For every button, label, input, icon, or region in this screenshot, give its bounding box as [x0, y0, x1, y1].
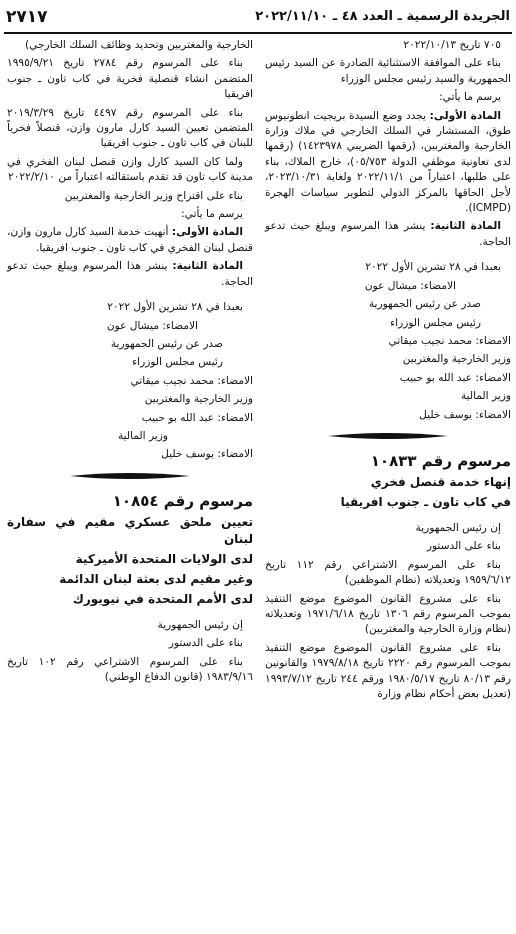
right-column — [265, 38, 511, 705]
finance-minister-title: وزير المالية — [117, 429, 168, 442]
preamble-paragraph: بناء على الدستور — [168, 637, 243, 650]
issued-by: صدر عن رئيس الجمهورية — [368, 298, 481, 311]
signature-president: الامضاء: ميشال عون — [364, 279, 456, 292]
foreign-minister-title: وزير الخارجية والمغتربين — [144, 393, 253, 406]
article-label: المادة الأولى: — [429, 109, 501, 122]
signature-foreign-minister: الامضاء: عبد الله بو حبيب — [141, 411, 253, 424]
preamble-paragraph: بناء على الدستور — [426, 540, 501, 553]
decree-title: تعيين ملحق عسكري مقيم في سفارة لبنان — [7, 514, 253, 546]
preamble-paragraph: بناء على المرسوم الاشتراعي رقم ١١٢ تاريخ ١٩٥٩/٦/١٢ وتعديلاته (نظام الموظفين) — [265, 558, 511, 587]
decree-title: في كاب تاون ـ جنوب افريقيا — [340, 494, 511, 509]
preamble-paragraph: بناء على مشروع القانون الموضوع موضع التنفيذ بموجب المرسوم رقم ١٣٠٦ تاريخ ١٩٧١/٦/١٨ وتعديلاته (نظام وزارة الخارجية والمغتربين) — [265, 592, 511, 636]
preamble-paragraph: بناء على المرسوم رقم ٢٧٨٤ تاريخ ١٩٩٥/٩/٢١ المتضمن انشاء قنصلية فخرية في كاب تاون ـ جنوب افريقيا — [7, 57, 253, 101]
decree-clause: يرسم ما يأتي: — [181, 208, 243, 221]
article-2 — [265, 219, 511, 250]
article-1 — [7, 225, 253, 256]
article-text: ينشر هذا المرسوم ويبلغ حيث تدعو الحاجة. — [265, 220, 511, 248]
page-header — [4, 4, 512, 34]
page-number: ٢٧١٧ — [6, 7, 48, 27]
signature-finance-minister: الامضاء: يوسف خليل — [419, 408, 511, 421]
foreign-minister-title: وزير الخارجية والمغتربين — [402, 353, 511, 366]
pm-title: رئيس مجلس الوزراء — [390, 316, 481, 329]
decree-clause: يرسم ما يأتي: — [439, 91, 501, 104]
article-label: المادة الثانية: — [172, 260, 243, 273]
preamble-paragraph: بناء على المرسوم الاشتراعي رقم ١٠٢ تاريخ ١٩٨٣/٩/١٦ (قانون الدفاع الوطني) — [7, 655, 253, 683]
preamble-paragraph: بناء على مشروع القانون الموضوع موضع التنفيذ بموجب المرسوم رقم ٢٢٢٠ تاريخ ١٩٧٩/٨/١٨ والقانونين رقم ٨٠/١٣ تاريخ ١٩٨٠/٥/١٧ ورقم ٢٤٤ تاريخ ١٩٩٣/٧/١٢ (تعديل بعض أحكام نظام وزارة — [265, 641, 511, 700]
preamble-paragraph: الخارجية والمغتربين وتحديد وظائف السلك الخارجي) — [25, 39, 253, 51]
section-divider — [7, 471, 253, 481]
pm-title: رئيس مجلس الوزراء — [132, 356, 223, 369]
article-text: ينشر هذا المرسوم ويبلغ حيث تدعو الحاجة. — [7, 260, 253, 288]
finance-minister-title: وزير المالية — [460, 390, 511, 403]
preamble-paragraph: ولما كان السيد كارل وازن قنصل لبنان الفخري في مدينة كاب تاون قد تقدم باستقالته اعتباراً من ٢٠٢٢/٢/١٠ — [7, 155, 253, 184]
preamble-paragraph: إن رئيس الجمهورية — [415, 521, 501, 534]
decree-number: مرسوم رقم ١٠٨٣٣ — [370, 451, 511, 470]
issued-by: صدر عن رئيس الجمهورية — [110, 337, 223, 350]
signature-pm: الامضاء: محمد نجيب ميقاتي — [130, 374, 253, 387]
signature-president: الامضاء: ميشال عون — [106, 319, 198, 332]
decree-title: وغير مقيم لدى بعثة لبنان الدائمة — [59, 571, 253, 586]
section-divider — [265, 431, 511, 441]
signing-date: بعبدا في ٢٨ تشرين الأول ٢٠٢٢ — [107, 301, 243, 314]
preamble-paragraph: بناء على الموافقة الاستثنائية الصادرة عن السيد رئيس الجمهورية والسيد رئيس مجلس الوزراء — [265, 57, 511, 85]
article-text: أنهيت خدمة السيد كارل مارون وازن، قنصل لبنان الفخري في كاب تاون ـ جنوب افريقيا. — [7, 226, 253, 254]
preamble-paragraph: إن رئيس الجمهورية — [157, 618, 243, 631]
signature-finance-minister: الامضاء: يوسف خليل — [161, 448, 253, 461]
gazette-title: الجريدة الرسمية ـ العدد ٤٨ ـ ٢٠٢٢/١١/١٠ — [255, 9, 510, 24]
signing-date: بعبدا في ٢٨ تشرين الأول ٢٠٢٢ — [365, 261, 501, 274]
decree-date-line: ٧٠٥ تاريخ ٢٠٢٢/١٠/١٣ — [403, 39, 501, 51]
left-column — [7, 38, 253, 688]
decree-title: لدى الولايات المتحدة الأميركية — [75, 551, 253, 566]
article-1 — [265, 109, 511, 217]
preamble-paragraph: بناء على اقتراح وزير الخارجية والمغتربين — [64, 189, 243, 202]
preamble-paragraph: بناء على المرسوم رقم ٤٤٩٧ تاريخ ٢٠١٩/٣/٢٩ المتضمن تعيين السيد كارل مارون وازن، قنصلاً فخرياً للبنان في كاب تاون ـ جنوب افريقيا — [7, 106, 253, 150]
decree-title: إنهاء خدمة قنصل فخري — [370, 474, 511, 489]
article-text: يجدد وضع السيدة بريجيت انطونيوس طوق، المستشار في السلك الخارجي في ملاك وزارة الخارجية والمغتربين، (رقمها الضريبي ١٤٢٣٩٧٨) (رقمها لدى تعاونية موظفي الدولة ٠٥/٧٥٣)، خارج الملاك، بناء على طلبها، اعتباراً من ٢٠٢٢/١١/١ ولغاية ٢٠٢٣/١٠/٣١، لأجل الحاقها بالمركز الدولي لتطوير سياسات الهجرة (ICMPD). — [265, 109, 512, 215]
decree-title: لدى الأمم المتحدة في نيويورك — [72, 591, 253, 606]
article-2 — [7, 259, 253, 290]
signature-foreign-minister: الامضاء: عبد الله بو حبيب — [399, 371, 511, 384]
decree-number: مرسوم رقم ١٠٨٥٤ — [112, 491, 253, 510]
article-label: المادة الأولى: — [171, 226, 243, 239]
article-label: المادة الثانية: — [430, 220, 501, 233]
signature-pm: الامضاء: محمد نجيب ميقاتي — [388, 334, 511, 347]
